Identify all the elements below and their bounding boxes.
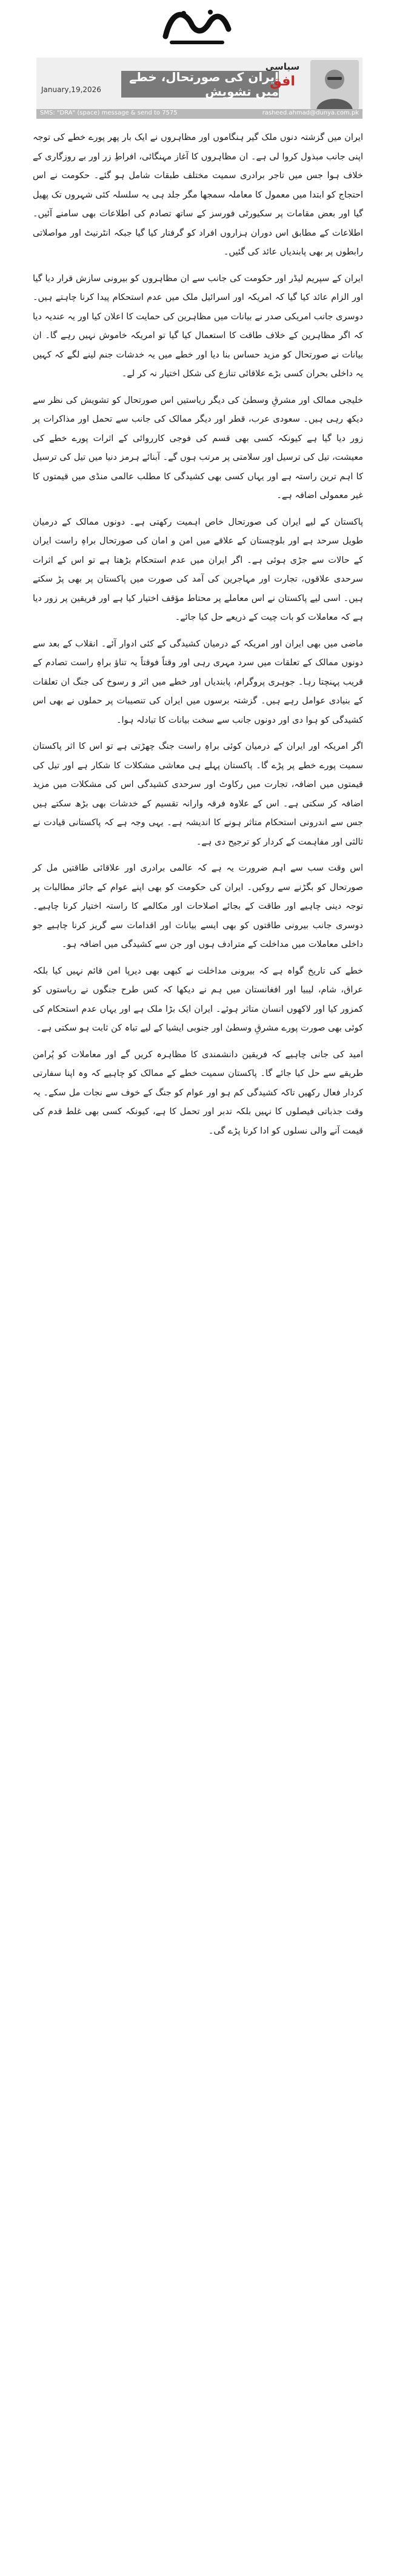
sms-instruction: SMS: "DRA" (space) message & send to 7575 (40, 110, 178, 116)
columnist-portrait-icon (310, 60, 359, 110)
article-paragraph: ماضی میں بھی ایران اور امریکہ کے درمیان کشیدگی کے کئی ادوار آئے۔ انقلاب کے بعد سے دونوں ممالک کے تعلقات میں سرد مہری رہی اور وقتاً فوقتاً یہ تناؤ براہِ راست تصادم کے قریب پہنچتا رہا۔ جوہری پروگرام، پابندیاں اور خطے میں اثر و رسوخ کی جنگ ان تعلقات کے بنیادی عوامل رہے ہیں۔ گزشتہ برسوں میں ایران کی تنصیبات پر حملوں نے بھی اس کشیدگی کو ہوا دی اور دونوں جانب سے سخت بیانات کا تبادلہ ہوا۔ (33, 639, 363, 725)
badge-top-text: سیاسی (265, 61, 300, 72)
column-title: ایران کی صورتحال، خطے میں تشویش (121, 71, 279, 98)
article-paragraph: ایران میں گزشتہ دنوں ملک گیر ہنگاموں اور مظاہروں نے ایک بار پھر پورے خطے کی توجہ اپنی جانب مبذول کروا لی ہے۔ ان مظاہروں کا آغاز مہنگائی، افراطِ زر اور بے روزگاری کے خلاف ہوا جس میں تاجر برادری سمیت مختلف طبقات شامل ہو گئے۔ حکومت نے اس احتجاج کو ابتدا میں معمول کا معاملہ سمجھا مگر جلد ہی یہ سلسلہ کئی شہروں تک پھیل گیا اور بعض مقامات پر سکیورٹی فورسز کے ساتھ تصادم کی اطلاعات بھی سامنے آئیں۔ اطلاعات کے مطابق اس دوران ہزاروں افراد کو گرفتار کیا گیا جبکہ انٹرنیٹ اور مواصلاتی رابطوں پر بھی پابندیاں عائد کی گئیں۔ (33, 133, 363, 257)
article-paragraph: اس وقت سب سے اہم ضرورت یہ ہے کہ عالمی برادری اور علاقائی طاقتیں مل کر صورتحال کو بگڑنے سے روکیں۔ ایران کی حکومت کو بھی اپنے عوام کے جائز مطالبات پر توجہ دینی چاہیے اور طاقت کے بجائے اصلاحات اور مکالمے کا راستہ اختیار کرنا چاہیے۔ دوسری جانب بیرونی طاقتوں کو بھی ایسے بیانات اور اقدامات سے گریز کرنا چاہیے جو داخلی معاملات میں مداخلت کے مترادف ہوں اور جن سے کشیدگی میں اضافہ ہو۔ (33, 863, 363, 949)
dunya-logo-icon (159, 5, 235, 50)
badge-bottom-text: افق (270, 74, 295, 89)
article-paragraph: ایران کے سپریم لیڈر اور حکومت کی جانب سے ان مظاہروں کو بیرونی سازش قرار دیا گیا اور الزام عائد کیا گیا کہ امریکہ اور اسرائیل ملک میں عدم استحکام پیدا کرنا چاہتے ہیں۔ دوسری جانب امریکی صدر نے بیانات میں مظاہرین کی حمایت کا اعلان کیا اور یہ عندیہ دیا کہ اگر مظاہرین کے خلاف طاقت کا استعمال کیا گیا تو امریکہ خاموش نہیں رہے گا۔ ان بیانات نے صورتحال کو مزید حساس بنا دیا اور خطے میں یہ خدشات جنم لینے لگے کہ کہیں یہ داخلی بحران کسی بڑے علاقائی تنازع کی شکل اختیار نہ کر لے۔ (33, 273, 363, 379)
author-email[interactable]: rasheed.ahmad@dunya.com.pk (262, 110, 359, 116)
column-date: January,19,2026 (41, 85, 101, 94)
article-paragraph: امید کی جانی چاہیے کہ فریقین دانشمندی کا مظاہرہ کریں گے اور معاملات کو پُرامن طریقے سے حل کیا جائے گا۔ پاکستان سمیت خطے کے ممالک کو چاہیے کہ وہ اپنا سفارتی کردار فعال رکھیں تاکہ کشیدگی کم ہو اور عوام کو جنگ کے خوف سے نجات مل سکے۔ یہ وقت جذباتی فیصلوں کا نہیں بلکہ تدبر اور تحمل کا ہے، کیونکہ کسی بھی غلط قدم کی قیمت آنے والی نسلوں کو ادا کرنا پڑے گی۔ (33, 1049, 363, 1136)
article-paragraph: اگر امریکہ اور ایران کے درمیان کوئی براہِ راست جنگ چھڑتی ہے تو اس کا اثر پاکستان سمیت پورے خطے پر پڑے گا۔ پاکستان پہلے ہی معاشی مشکلات کا شکار ہے اور تیل کی قیمتوں میں اضافہ، تجارت میں رکاوٹ اور سرحدی کشیدگی اس کی مشکلات میں مزید اضافہ کر سکتی ہے۔ اس کے علاوہ فرقہ وارانہ تقسیم کے خدشات بھی بڑھ سکتے ہیں جس سے اندرونی استحکام متاثر ہونے کا اندیشہ ہے۔ یہی وجہ ہے کہ پاکستانی قیادت نے ثالثی اور مفاہمت کے کردار کو ترجیح دی ہے۔ (33, 742, 363, 847)
article-body (33, 128, 363, 1148)
contact-bar (36, 109, 362, 119)
article-paragraph: خلیجی ممالک اور مشرقِ وسطیٰ کی دیگر ریاستیں اس صورتحال کو تشویش کی نظر سے دیکھ رہی ہیں۔ سعودی عرب، قطر اور دیگر ممالک کی جانب سے تحمل اور مذاکرات پر زور دیا گیا ہے کیونکہ کسی بھی قسم کی فوجی کارروائی کے اثرات پورے خطے کی معیشت، تیل کی ترسیل اور سلامتی پر مرتب ہوں گے۔ آبنائے ہرمز دنیا میں تیل کی ترسیل کا اہم ترین راستہ ہے اور یہاں کسی بھی کشیدگی کا مطلب عالمی منڈی میں قیمتوں کا غیر معمولی اضافہ ہے۔ (33, 395, 363, 500)
article-paragraph: خطے کی تاریخ گواہ ہے کہ بیرونی مداخلت نے کبھی بھی دیرپا امن قائم نہیں کیا بلکہ عراق، شام، لیبیا اور افغانستان میں ہم نے دیکھا کہ کس طرح جنگوں نے ریاستوں کو کمزور کیا اور لاکھوں انسان متاثر ہوئے۔ ایران ایک بڑا ملک ہے اور یہاں عدم استحکام کی کوئی بھی صورت پورے مشرقِ وسطیٰ اور جنوبی ایشیا کے لیے تباہ کن ثابت ہو سکتی ہے۔ (33, 966, 363, 1033)
column-masthead (0, 0, 394, 121)
column-series-badge (258, 60, 307, 96)
article-paragraph: پاکستان کے لیے ایران کی صورتحال خاص اہمیت رکھتی ہے۔ دونوں ممالک کے درمیان طویل سرحد ہے اور بلوچستان کے علاقے میں امن و امان کی صورتحال براہِ راست ایران کے حالات سے جڑی ہوئی ہے۔ اگر ایران میں عدم استحکام بڑھتا ہے تو اس کے اثرات سرحدی علاقوں، تجارت اور مہاجرین کی آمد کی صورت میں پاکستان پر بھی پڑ سکتے ہیں۔ اسی لیے پاکستان نے اس معاملے پر محتاط مؤقف اختیار کیا ہے اور فریقین پر زور دیا ہے کہ معاملات کو بات چیت کے ذریعے حل کیا جائے۔ (33, 517, 363, 622)
column-banner (36, 58, 362, 112)
